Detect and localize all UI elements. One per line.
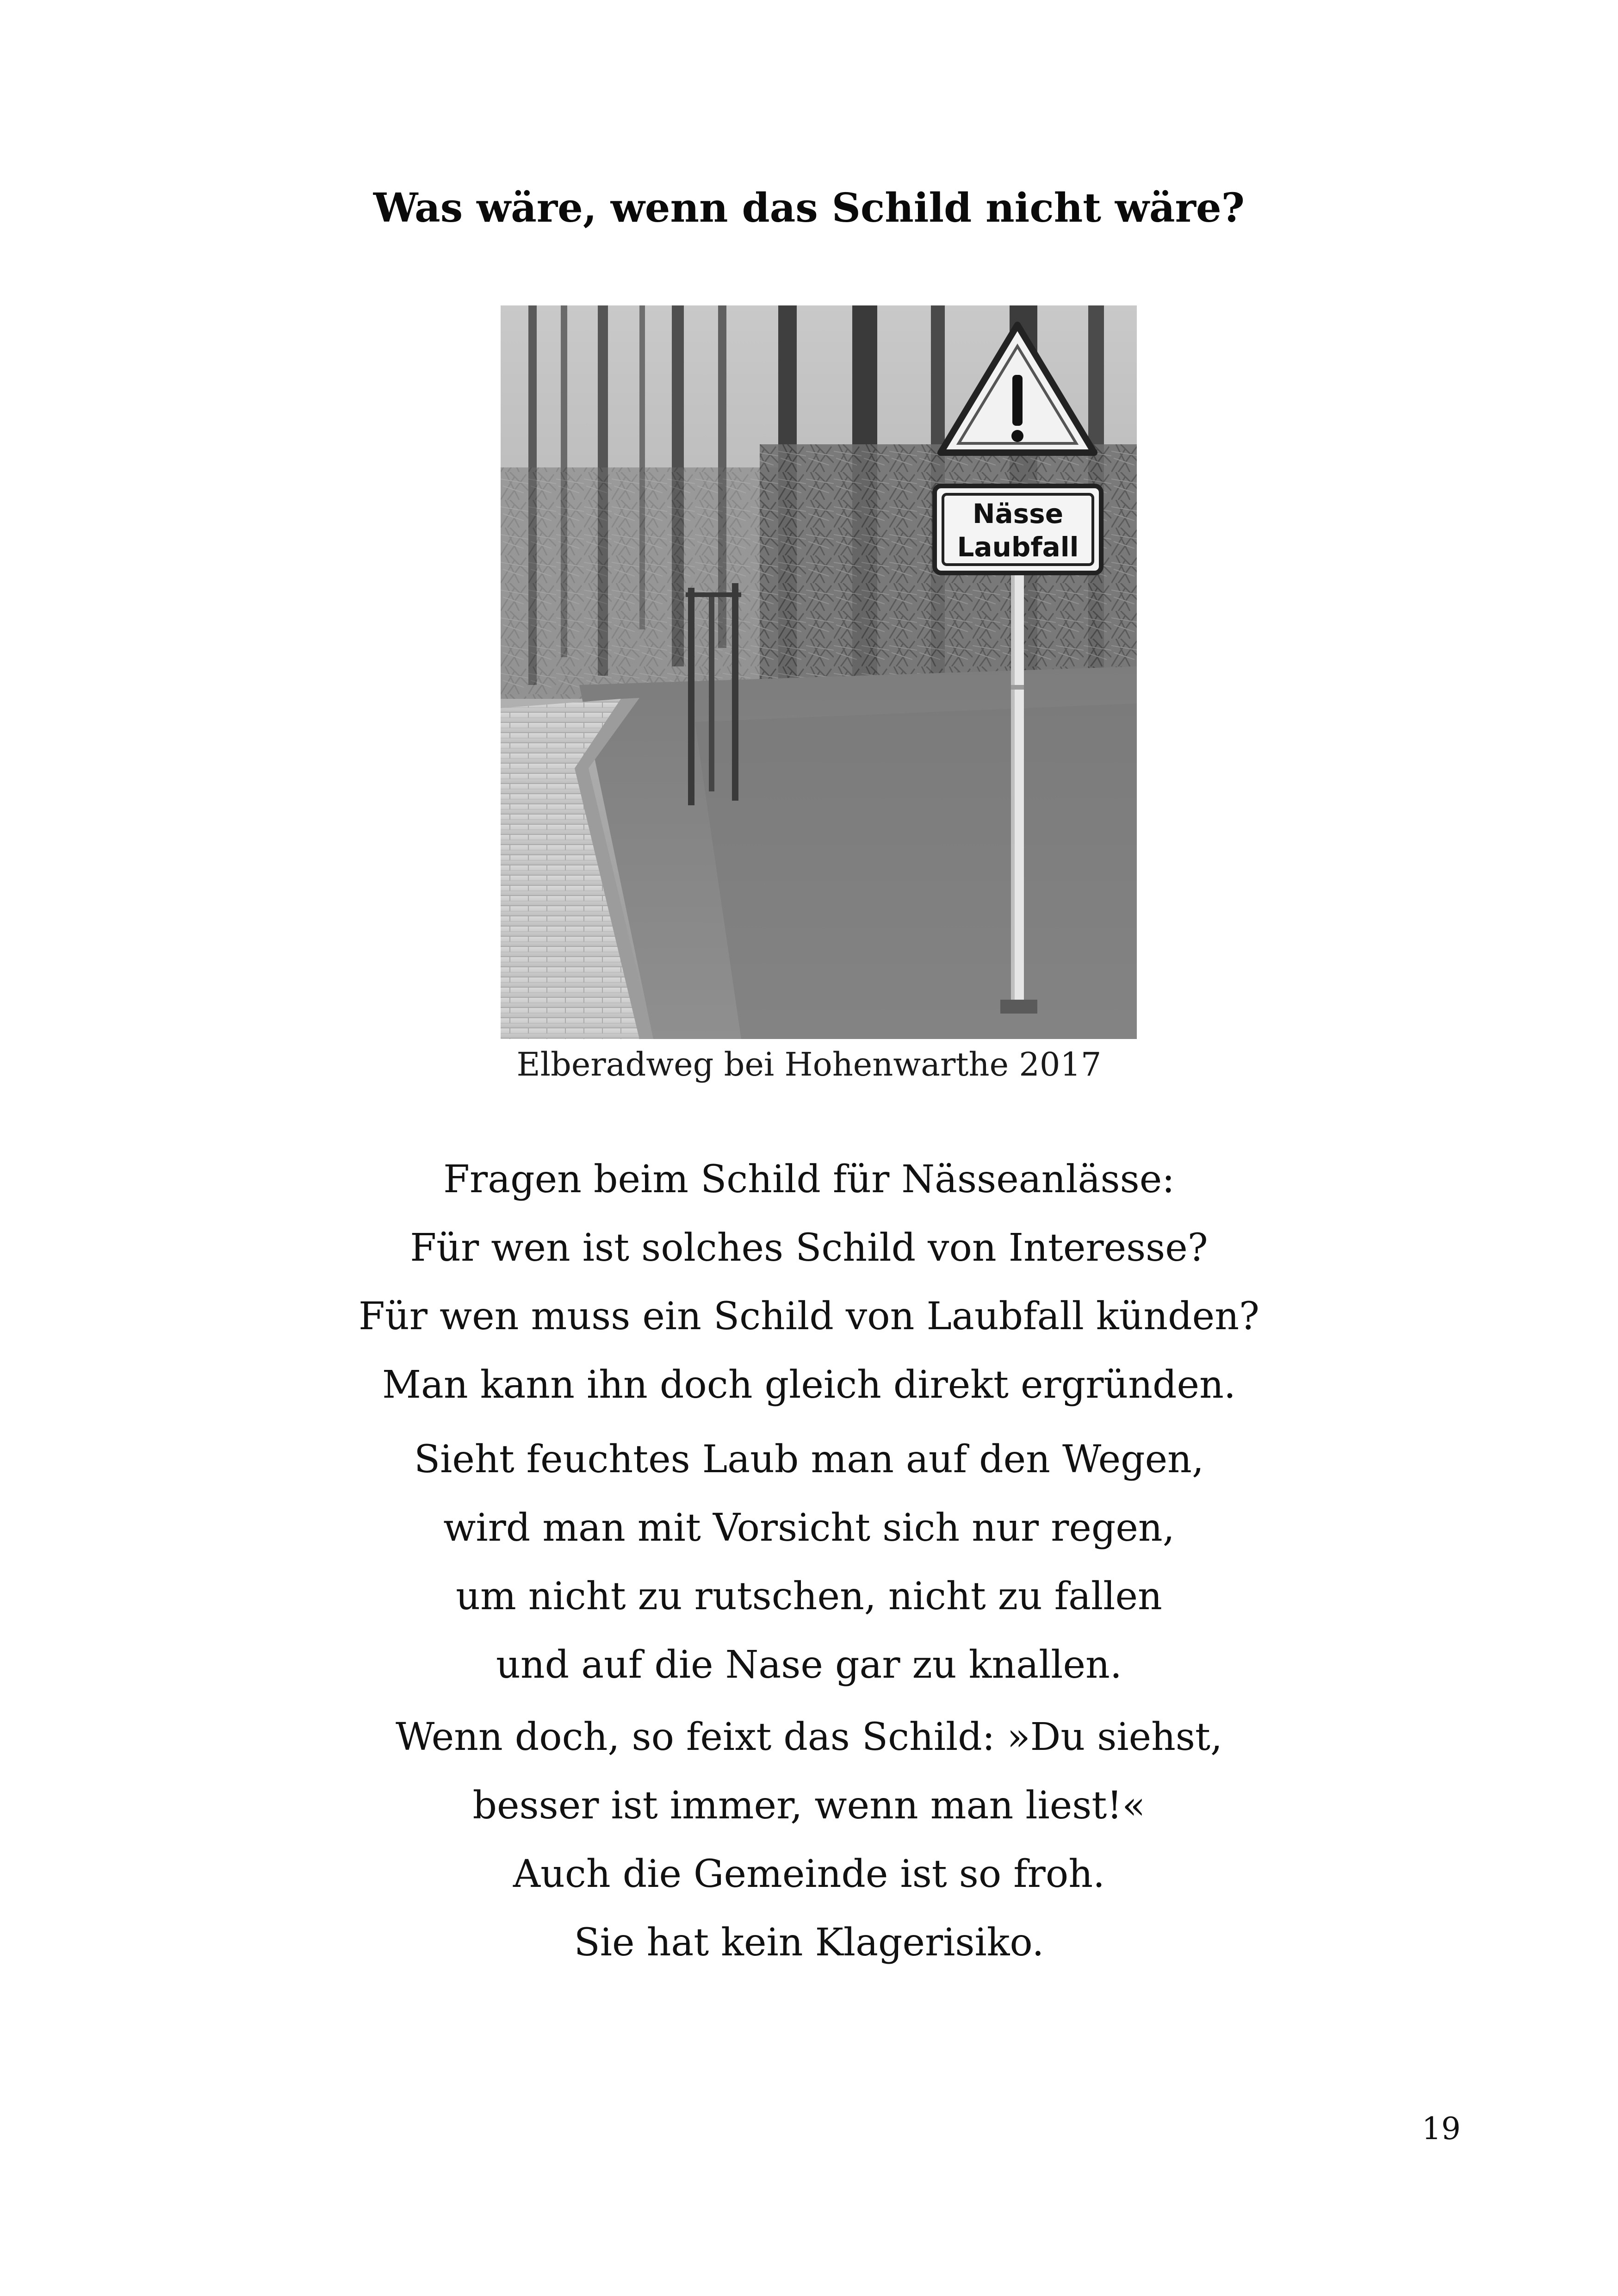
poem-line: besser ist immer, wenn man liest!« bbox=[472, 1784, 1146, 1828]
sign-text-line-2: Laubfall bbox=[957, 531, 1079, 563]
photo-illustration bbox=[501, 305, 1137, 1039]
poem-line: Fragen beim Schild für Nässeanlässe: bbox=[443, 1157, 1175, 1201]
poem-stanza-2 bbox=[0, 1425, 1618, 1699]
poem-line: Sieht feuchtes Laub man auf den Wegen, bbox=[414, 1437, 1204, 1481]
poem-line: Sie hat kein Klagerisiko. bbox=[574, 1921, 1044, 1965]
page-title: Was wäre, wenn das Schild nicht wäre? bbox=[373, 185, 1245, 231]
poem-line: Für wen muss ein Schild von Laubfall künden? bbox=[359, 1294, 1259, 1338]
photo-caption: Elberadweg bei Hohenwarthe 2017 bbox=[516, 1045, 1102, 1083]
poem-line: Für wen ist solches Schild von Interesse? bbox=[410, 1226, 1208, 1270]
sign-text-line-1: Nässe bbox=[972, 498, 1064, 529]
poem-line: Wenn doch, so feixt das Schild: »Du siehst, bbox=[395, 1715, 1223, 1759]
photo-warning-sign bbox=[501, 305, 1137, 1039]
poem-stanza-1 bbox=[0, 1145, 1618, 1419]
poem-line: um nicht zu rutschen, nicht zu fallen bbox=[456, 1574, 1162, 1618]
page-number: 19 bbox=[1422, 2111, 1461, 2147]
poem-line: wird man mit Vorsicht sich nur regen, bbox=[443, 1506, 1175, 1550]
poem-line: Man kann ihn doch gleich direkt ergründen. bbox=[382, 1363, 1236, 1407]
poem-line: Auch die Gemeinde ist so froh. bbox=[513, 1852, 1105, 1896]
poem-stanza-3 bbox=[0, 1703, 1618, 1977]
poem-line: und auf die Nase gar zu knallen. bbox=[496, 1643, 1122, 1687]
sign-plate bbox=[935, 486, 1101, 573]
tree-stakes bbox=[686, 583, 741, 805]
